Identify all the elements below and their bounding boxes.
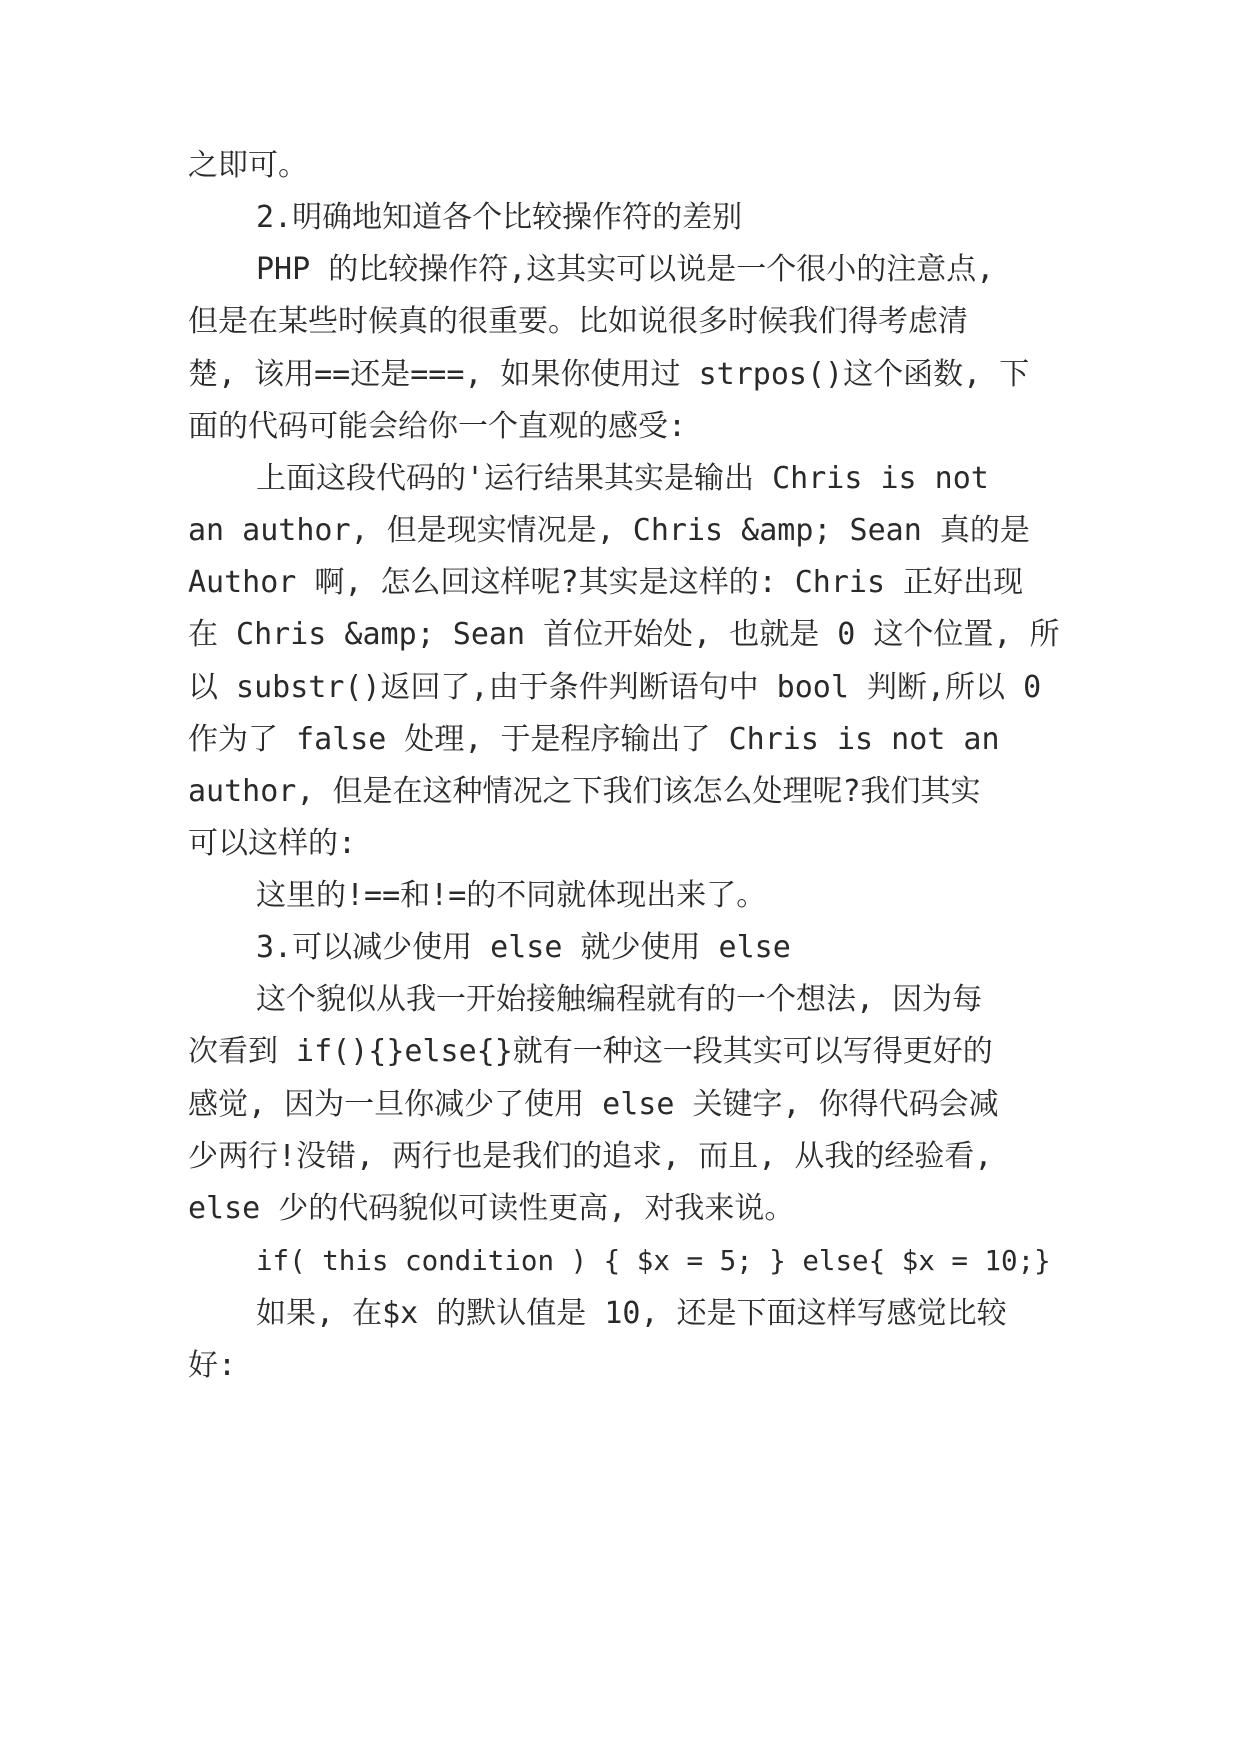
text-line: 可以这样的: <box>188 826 357 861</box>
text-line: 好: <box>188 1348 237 1383</box>
text-line: author, 但是在这种情况之下我们该怎么处理呢?我们其实 <box>188 774 981 809</box>
text-line: 以 substr()返回了,由于条件判断语句中 bool 判断,所以 0 <box>188 670 1042 705</box>
text-line: 在 Chris &amp; Sean 首位开始处, 也就是 0 这个位置, 所 <box>188 617 1060 652</box>
text-line: else 少的代码貌似可读性更高, 对我来说。 <box>188 1191 795 1226</box>
text-line: 这里的!==和!=的不同就体现出来了。 <box>256 878 767 913</box>
text-line: an author, 但是现实情况是, Chris &amp; Sean 真的是 <box>188 513 1030 548</box>
text-line: 面的代码可能会给你一个直观的感受: <box>188 409 687 444</box>
text-line: 楚, 该用==还是===, 如果你使用过 strpos()这个函数, 下 <box>188 357 1030 392</box>
section-heading: 2.明确地知道各个比较操作符的差别 <box>256 200 743 235</box>
text-line: 感觉, 因为一旦你减少了使用 else 关键字, 你得代码会减 <box>188 1087 999 1122</box>
text-line: 如果, 在$x 的默认值是 10, 还是下面这样写感觉比较 <box>256 1296 1007 1331</box>
text-line: 之即可。 <box>188 148 308 183</box>
text-line: 次看到 if(){}else{}就有一种这一段其实可以写得更好的 <box>188 1034 993 1069</box>
section-heading: 3.可以减少使用 else 就少使用 else <box>256 930 791 965</box>
text-line: Author 啊, 怎么回这样呢?其实是这样的: Chris 正好出现 <box>188 565 1024 600</box>
text-line: PHP 的比较操作符,这其实可以说是一个很小的注意点, <box>256 252 995 287</box>
code-line: if( this condition ) { $x = 5; } else{ $x = 10;} <box>256 1245 1051 1277</box>
text-line: 上面这段代码的'运行结果其实是输出 Chris is not <box>256 461 989 496</box>
text-line: 这个貌似从我一开始接触编程就有的一个想法, 因为每 <box>256 982 983 1017</box>
text-line: 少两行!没错, 两行也是我们的追求, 而且, 从我的经验看, <box>188 1139 993 1174</box>
text-line: 但是在某些时候真的很重要。比如说很多时候我们得考虑清 <box>188 304 968 339</box>
text-line: 作为了 false 处理, 于是程序输出了 Chris is not an <box>188 722 1000 757</box>
